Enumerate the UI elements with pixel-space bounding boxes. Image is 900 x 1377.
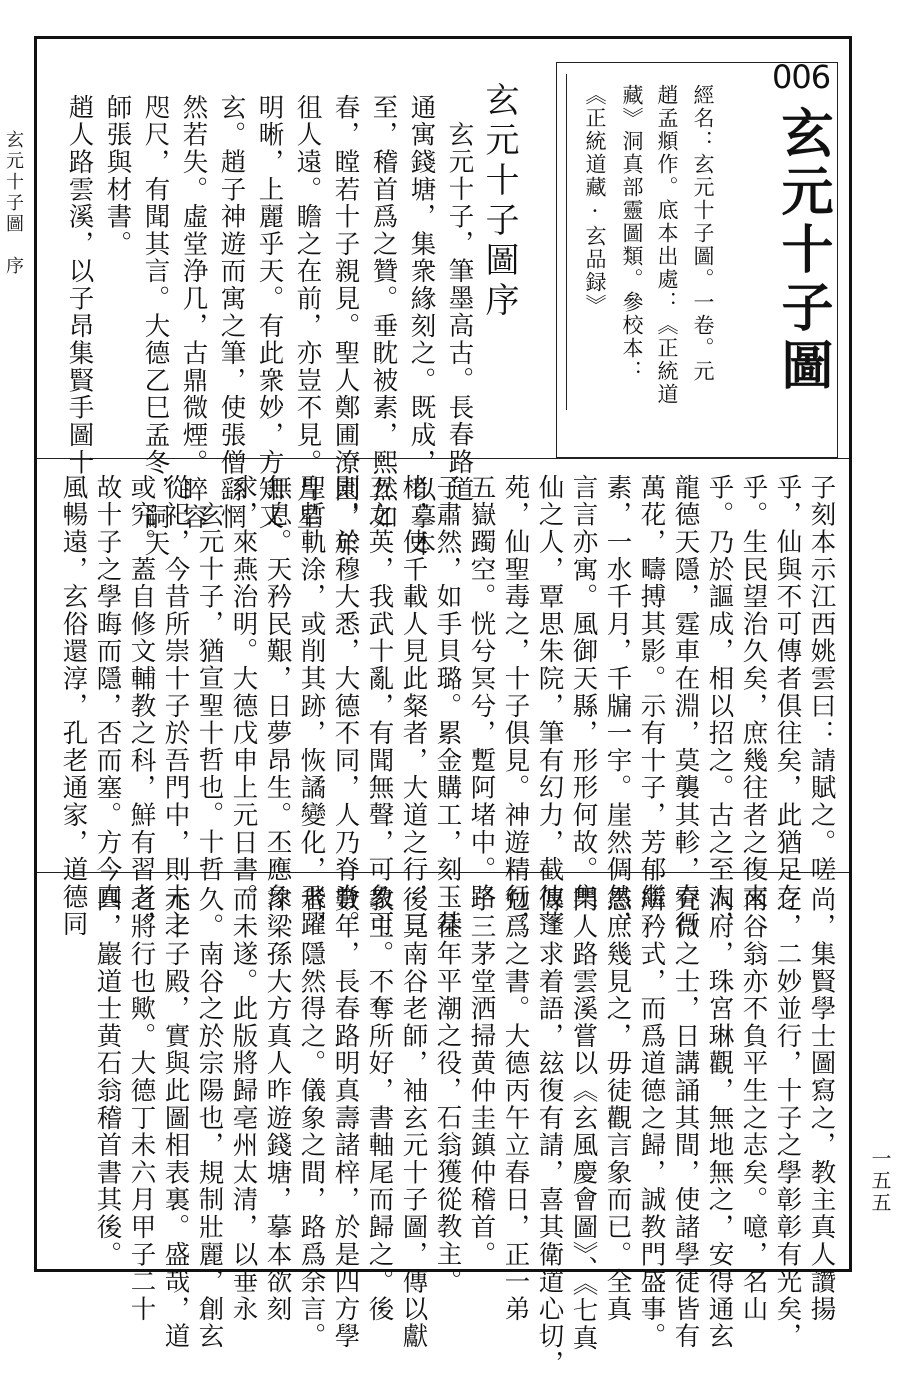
running-title: 玄元十子圖 序 — [3, 130, 24, 277]
preface-column: 趙人路雲溪，以子昂集賢手圖十 — [64, 94, 95, 477]
bottom-column: 汴梁孫大方真人昨遊錢塘，摹本欲刻 — [262, 886, 293, 1323]
bottom-column: 子三茅堂洒掃黄仲圭鎮仲稽首。 — [466, 886, 497, 1269]
bottom-column: 傳》求着語，玆復有請，喜其衛道心切， — [534, 886, 565, 1377]
middle-column: 求，來燕治明。大德戊申上元日書。 — [228, 474, 259, 911]
preface-column: 玄元十子，筆墨高古。長春路道 — [444, 121, 475, 504]
middle-column: 乎。乃於謳成，相以招之。古之至人， — [704, 474, 735, 939]
header-box-rule — [566, 74, 567, 410]
middle-column: 子刻本示江西姚雲曰：請賦之。嗟 — [806, 474, 837, 884]
bottom-column: 南谷翁亦不負平生之志矣。噫，名山 — [738, 886, 769, 1323]
preface-column: 師張與材書。 — [102, 94, 133, 258]
bottom-column: 尚，集賢學士圖寫之，教主真人讚揚 — [806, 886, 837, 1323]
bottom-column: 後見南谷老師，袖玄元十子圖，傳以獻 — [398, 886, 429, 1351]
middle-column: 從祀，今昔所崇十子於吾門中，則未之 — [160, 474, 191, 939]
bottom-column: 愚庶幾見之，毋徒觀言象而已。全真 — [602, 886, 633, 1323]
middle-column: 則，於穆大悉，大德不同，人乃脊脊。 — [330, 474, 361, 939]
middle-column: 風暢遠，玄俗還淳，孔老通家，道德同 — [58, 474, 89, 939]
bottom-column: 四，巖道士黄石翁稽首書其後。 — [92, 886, 123, 1269]
preface-column: 至，稽首爲之贊。垂眈被素，熙然如 — [368, 94, 399, 531]
middle-column: 五之英，我武十亂，有聞無聲，可象可 — [364, 474, 395, 939]
middle-column: 楮，使千載人見此粲者，大道之行，三 — [398, 474, 429, 939]
preface-column: 然若失。虛堂浄几，古鼎微煙。睟容 — [178, 94, 209, 531]
middle-column: 龍德天隱，霆車在淵，莫襲其軫，春行 — [670, 474, 701, 939]
middle-column: 無息。天矜民艱，日夢昂生。丕應象 — [262, 474, 293, 911]
middle-column: 言言亦寓。風御天縣，形形何故。集 — [568, 474, 599, 911]
preface-column: 玄。趙子神遊而寓之筆，使張僧繇惘 — [216, 94, 247, 531]
header-info-column: 藏》洞真部靈圖類。參校本： — [620, 84, 644, 383]
bottom-column: 往年平潮之役，石翁獲從教主。 — [432, 913, 463, 1296]
bottom-column: 之，二妙並行，十子之學彰彰有光矣， — [772, 886, 803, 1351]
middle-column: 乎。生民望治久矣，庶幾往者之復來 — [738, 474, 769, 911]
preface-column: 咫尺，有聞其言。大德乙巳孟冬，嗣天 — [140, 94, 171, 559]
bottom-column: 之將行也歟。大德丁未六月甲子二十 — [126, 886, 157, 1323]
preface-title: 玄元十子圖序 — [479, 82, 519, 322]
middle-column: 乎，仙與不可傳者俱往矣，此猶足存 — [772, 474, 803, 911]
middle-column: 玄元十子，猶宣聖十哲也。十哲 — [194, 501, 225, 884]
document-title: 玄元十子圖 — [772, 106, 833, 396]
preface-column: 春，瞠若十子親見。聖人鄭圃潦園，年 — [330, 94, 361, 559]
bottom-column: 者，隱然得之。儀象之間，路爲余言。 — [296, 886, 327, 1351]
middle-column: 子肅然，如手貝璐。累金購工，刻玉棊 — [432, 474, 463, 939]
bottom-column: 久。南谷之於宗陽也，規制壯麗，創玄 — [194, 886, 225, 1351]
middle-column: 聖哲軌涂，或削其跡，恢譎變化，飛躍 — [296, 474, 327, 939]
bottom-column: 元十子殿，實與此圖相表裏。盛哉，道 — [160, 886, 191, 1351]
bottom-column: 門人路雲溪嘗以《玄風慶會圖》、《七真 — [568, 886, 599, 1352]
preface-column: 明晰，上麗乎天。有此衆妙，方知又 — [254, 94, 285, 531]
middle-column: 苑，仙聖毒之，十子俱見。神遊精行， — [500, 474, 531, 939]
bottom-column: 所矜式，而爲道德之歸，誠教門盛事。 — [636, 886, 667, 1351]
middle-column: 或究。蓋自修文輔教之科，鮮有習者， — [126, 474, 157, 939]
header-info-column: 趙孟頫作。底本出處：《正統道 — [655, 84, 679, 406]
header-info-column: 《正統道藏·玄品録》 — [583, 84, 607, 317]
page-number: 一五五 — [868, 1148, 892, 1214]
middle-column: 萬花，疇搏其影。示有十子，芳郁繼 — [636, 474, 667, 911]
document-number: 006 — [772, 58, 831, 96]
bottom-column: 洞府，珠宮琳觀，無地無之，安得通玄 — [704, 886, 735, 1351]
header-info-column: 經名：玄元十子圖。一卷。元 — [691, 84, 715, 383]
bottom-column: 而未遂。此版將歸亳州太清，以垂永 — [228, 886, 259, 1323]
bottom-column: 究微之士，日講誦其間，使諸學徒皆有 — [670, 886, 701, 1351]
preface-column: 通寓錢塘，集衆緣刻之。既成，以摹本 — [406, 94, 437, 559]
bottom-column: 勉爲之書。大德丙午立春日，正一弟 — [500, 886, 531, 1323]
bottom-column: 數年，長春路明真壽諸梓，於是四方學 — [330, 886, 361, 1351]
bottom-column: 教主。不奪所好，書軸尾而歸之。後 — [364, 886, 395, 1323]
middle-column: 仙之人，覃思朱院，筆有幻力，截彼蓬 — [534, 474, 565, 939]
middle-column: 五嶽躅空。恍兮冥兮，蹔阿堵中。路 — [466, 474, 497, 911]
preface-column: 徂人遠。瞻之在前，亦豈不見。月星 — [292, 94, 323, 531]
middle-column: 素，一水千月，千牖一宇。崖然倜然， — [602, 474, 633, 939]
middle-column: 故十子之學晦而隱，否而塞。方今真 — [92, 474, 123, 911]
